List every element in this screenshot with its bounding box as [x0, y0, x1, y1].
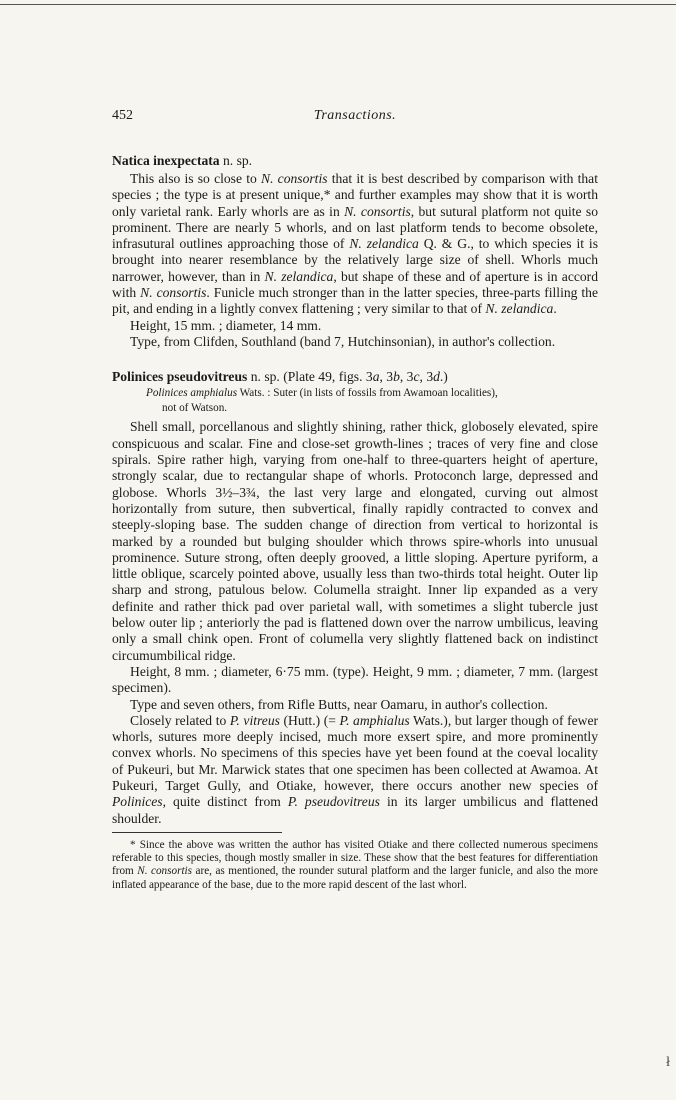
- synonymy-line-continued: not of Watson.: [162, 401, 228, 414]
- species-name: Polinices pseudovitreus: [112, 369, 248, 385]
- top-border-rule: [0, 4, 676, 5]
- footnote-rule: [112, 832, 282, 833]
- species-title-polinices: [112, 368, 598, 385]
- type-locality-paragraph: Type, from Clifden, Southland (band 7, Hutchinsonian), in author's collection.: [130, 333, 556, 349]
- synonymy-line: Polinices amphialus Wats. : Suter (in lists of fossils from Awamoan localities),: [146, 387, 498, 400]
- page-number: 452: [112, 108, 133, 123]
- page-content: [112, 108, 598, 892]
- description-paragraph: Shell small, porcellanous and slightly shining, rather thick, globosely elevated, spire conspicuous and scalar. Fine and close-set growth-lines ; traces of very fine and close spirals. Spire rather high, varying from one-half to three-quarters height of aperture, strongly scalar, due to rectangular shape of whorls. Protoconch large, depressed and globose. Whorls 3½–3¾, the last very large and elongated, curving out almost horizontally from suture, then subvertical, finally rapidly contracted to convex and steeply-sloping base. The sudden change of direction from vertical to horizontal is marked by a rounded but bulging shoulder which throws spire-whorls into unusual prominence. Suture strong, often deeply grooved, a little sloping. Aperture pyriform, a little oblique, scarcely pointed above, usually less than two-thirds total height. Outer lip sharp and strong, patulous below. Columella straight. Inner lip expanded as a very definite and rather thick pad over parietal wall, with sometimes a slight tubercle just below outer lip ; anteriorly the pad is flattened down over the narrow umbilicus, leaving only a small chink open. Front of columella very slightly flattened back on indistinct circumumbilical ridge.: [112, 419, 598, 663]
- measurement-paragraph: Height, 8 mm. ; diameter, 6·75 mm. (type). Height, 9 mm. ; diameter, 7 mm. (largest specimen).: [112, 663, 598, 696]
- description-paragraph: This also is so close to N. consortis that it is best described by comparison with that species ; the type is at present unique,* and further examples may show that it is worth only varietal rank. Early whorls are as in N. consortis, but sutural platform not quite so prominent. There are nearly 5 whorls, and on last platform tends to become obsolete, infrasutural outlines approaching those of N. zelandica Q. & G., to which species it is brought into nearer resemblance by the relatively large size of shell. Whorls much narrower, however, than in N. zelandica, but shape of these and of aperture is in accord with N. consortis. Funicle much stronger than in the latter species, three-parts filling the pit, and ending in a lightly convex flattening ; very similar to that of N. zelandica.: [112, 171, 599, 317]
- species-suffix: n. sp. (Plate 49, figs. 3a, 3b, 3c, 3d.): [247, 369, 448, 385]
- page-header: [112, 108, 598, 130]
- running-head: Transactions.: [313, 108, 397, 123]
- measurement-paragraph: Height, 15 mm. ; diameter, 14 mm.: [130, 317, 322, 333]
- margin-mark: ł: [666, 1055, 670, 1070]
- species-suffix: n. sp.: [219, 153, 253, 168]
- species-title-natica: [112, 152, 598, 169]
- footnote: * Since the above was written the author has visited Otiake and there collected numerous specimens referable to this species, though mostly smaller in size. These show that the best features for differentiation from N. consortis are, as mentioned, the rounder sutural platform and the larger funicle, and also the more inflated appearance of the base, due to the more rapid descent of the last whorl.: [112, 838, 598, 891]
- remarks-paragraph: Closely related to P. vitreus (Hutt.) (= P. amphialus Wats.), but larger though of fewer whorls, sutures more deeply incised, much more exsert spire, and more prominently convex whorls. No specimens of this species have yet been found at the coeval locality of Pukeuri, but Mr. Marwick states that one specimen has been collected at Awamoa. At Pukeuri, Target Gully, and Otiake, however, there occurs another new species of Polinices, quite distinct from P. pseudovitreus in its larger umbilicus and flattened shoulder.: [112, 712, 599, 826]
- species-name: Natica inexpectata: [112, 153, 220, 168]
- type-locality-paragraph: Type and seven others, from Rifle Butts, near Oamaru, in author's collection.: [130, 696, 548, 712]
